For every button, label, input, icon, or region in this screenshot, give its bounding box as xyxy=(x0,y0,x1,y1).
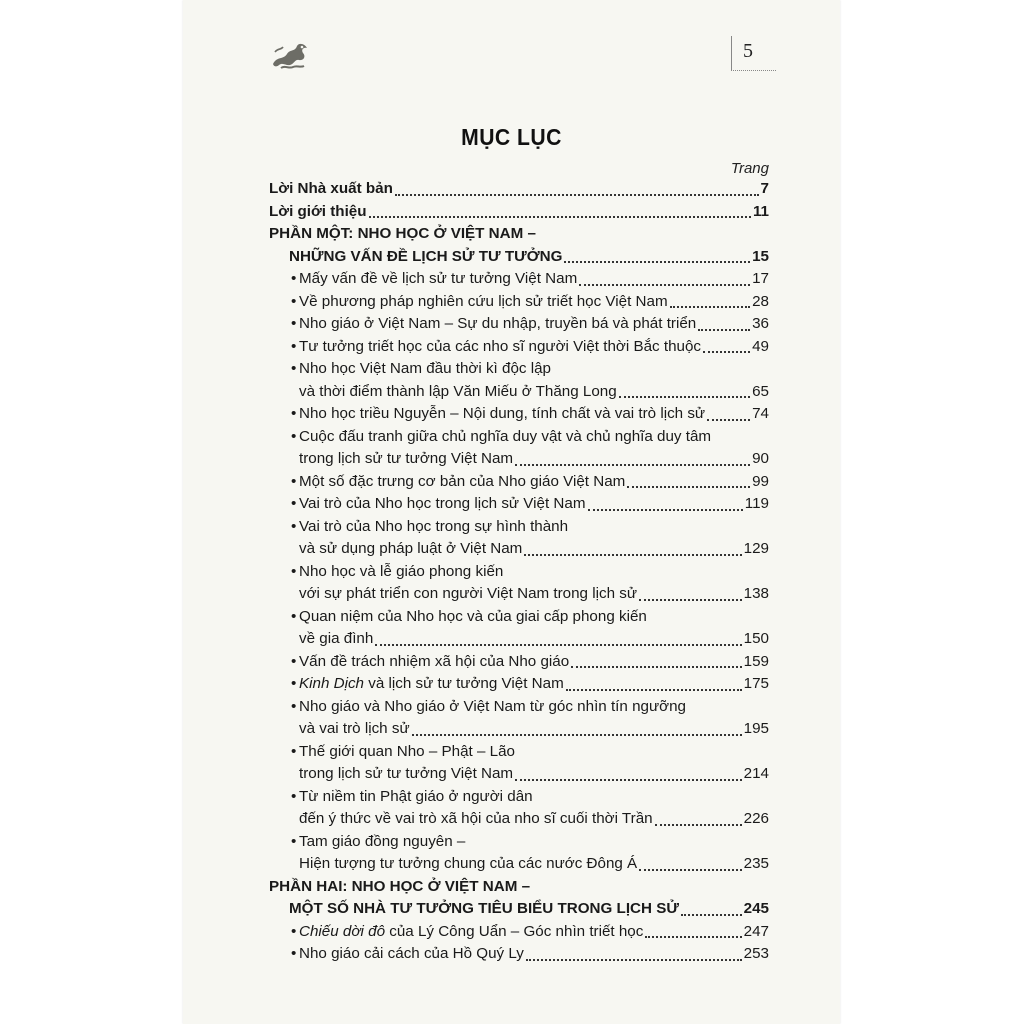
entry-title: về gia đình xyxy=(299,630,374,647)
dot-leader xyxy=(369,216,751,218)
entry-page: 74 xyxy=(752,405,769,422)
bullet-icon xyxy=(269,943,299,966)
entry-page: 253 xyxy=(743,945,769,962)
entry-page: 150 xyxy=(743,630,769,647)
dot-leader xyxy=(524,554,741,556)
toc-entry xyxy=(269,471,769,494)
toc-entry xyxy=(269,493,769,516)
entry-title: Vấn đề trách nhiệm xã hội của Nho giáo xyxy=(299,652,570,670)
bullet-icon xyxy=(269,673,299,696)
dot-leader xyxy=(526,959,742,961)
dot-leader xyxy=(639,599,742,601)
entry-page: 195 xyxy=(743,720,769,737)
entry-title-line: Nho học và lễ giáo phong kiến xyxy=(299,562,504,580)
bullet-icon xyxy=(269,291,299,314)
entry-title: trong lịch sử tư tưởng Việt Nam xyxy=(299,765,514,782)
entry-page: 247 xyxy=(743,922,769,940)
toc-entry xyxy=(269,606,769,629)
entry-title: và vai trò lịch sử xyxy=(299,720,410,737)
toc-entry xyxy=(269,448,769,471)
entry-page: 90 xyxy=(752,450,769,467)
dot-leader xyxy=(698,329,750,331)
entry-title: Một số đặc trưng cơ bản của Nho giáo Việt Nam xyxy=(299,472,626,490)
toc-entry xyxy=(269,426,769,449)
toc-part-heading-line: PHẦN MỘT: NHO HỌC Ở VIỆT NAM – xyxy=(269,225,536,242)
entry-page: 235 xyxy=(743,855,769,872)
entry-title: Vai trò của Nho học trong lịch sử Việt Nam xyxy=(299,495,586,512)
page-number: 5 xyxy=(743,40,753,62)
bullet-icon xyxy=(269,831,299,854)
toc-entry xyxy=(269,741,769,764)
dot-leader xyxy=(670,306,750,308)
toc-entry xyxy=(269,673,769,696)
entry-page: 175 xyxy=(743,675,769,692)
bullet-icon xyxy=(269,358,299,381)
dot-leader xyxy=(703,351,750,353)
book-page xyxy=(183,0,840,1024)
bullet-icon xyxy=(269,516,299,539)
entry-title: với sự phát triển con người Việt Nam trong lịch sử xyxy=(299,585,637,602)
toc-entry xyxy=(269,651,769,674)
dot-leader xyxy=(681,914,742,916)
toc-entry xyxy=(269,268,769,291)
bullet-icon xyxy=(269,696,299,719)
entry-title: và thời điểm thành lập Văn Miếu ở Thăng Long xyxy=(299,382,617,400)
bullet-icon xyxy=(269,606,299,629)
entry-page: 28 xyxy=(752,292,769,310)
entry-title: MỘT SỐ NHÀ TƯ TƯỞNG TIÊU BIỂU TRONG LỊCH SỬ xyxy=(289,900,679,917)
toc-entry xyxy=(269,831,769,854)
page-number-frame xyxy=(731,36,776,71)
entry-title: Kinh Dịch và lịch sử tư tưởng Việt Nam xyxy=(299,675,564,692)
entry-page: 36 xyxy=(752,315,769,332)
bullet-icon xyxy=(269,493,299,516)
dot-leader xyxy=(579,284,750,286)
toc-entry xyxy=(269,808,769,831)
bullet-icon xyxy=(269,313,299,336)
bullet-icon xyxy=(269,651,299,674)
toc-entry xyxy=(269,561,769,584)
italic-title: Chiếu dời đô xyxy=(299,922,386,940)
entry-page: 99 xyxy=(752,472,769,490)
toc-entry xyxy=(269,853,769,876)
toc-entry xyxy=(269,696,769,719)
dot-leader xyxy=(588,509,743,511)
entry-page: 159 xyxy=(743,652,769,670)
bullet-icon xyxy=(269,921,299,944)
entry-title: trong lịch sử tư tưởng Việt Nam xyxy=(299,450,514,467)
bullet-icon xyxy=(269,403,299,426)
bullet-icon xyxy=(269,268,299,291)
bullet-icon xyxy=(269,786,299,809)
toc-entry xyxy=(269,336,769,359)
dot-leader xyxy=(627,486,750,488)
toc-entry xyxy=(269,381,769,404)
entry-page: 119 xyxy=(744,495,769,512)
entry-page: 138 xyxy=(743,585,769,602)
entry-title-line: Từ niềm tin Phật giáo ở người dân xyxy=(299,787,533,805)
page-column-label: Trang xyxy=(730,160,769,177)
entry-title: Mấy vấn đề về lịch sử tư tưởng Việt Nam xyxy=(299,270,578,287)
entry-page: 49 xyxy=(752,337,769,355)
toc-part-heading xyxy=(269,178,769,201)
toc-part-heading xyxy=(269,898,769,921)
entry-title: Hiện tượng tư tưởng chung của các nước Đông Á xyxy=(299,855,638,872)
entry-title: Nho học triều Nguyễn – Nội dung, tính chất và vai trò lịch sử xyxy=(299,405,706,422)
toc-part-heading xyxy=(269,201,769,224)
dot-leader xyxy=(515,464,750,466)
toc-entry xyxy=(269,921,769,944)
toc-entry xyxy=(269,718,769,741)
toc-entry xyxy=(269,583,769,606)
dot-leader xyxy=(571,666,741,668)
entry-title: Nho giáo cải cách của Hồ Quý Ly xyxy=(299,945,524,962)
entry-page: 11 xyxy=(752,202,769,220)
dragon-ornament-icon xyxy=(269,38,311,72)
toc-entry xyxy=(269,628,769,651)
entry-title-line: Nho học Việt Nam đầu thời kì độc lập xyxy=(299,360,551,377)
entry-title: Chiếu dời đô của Lý Công Uẩn – Góc nhìn triết học xyxy=(299,922,644,940)
entry-title: đến ý thức về vai trò xã hội của nho sĩ cuối thời Trần xyxy=(299,810,653,827)
toc-entry xyxy=(269,403,769,426)
entry-title: Lời giới thiệu xyxy=(269,202,367,220)
entry-page: 15 xyxy=(752,247,769,265)
entry-page: 214 xyxy=(743,765,769,782)
entry-title-line: Vai trò của Nho học trong sự hình thành xyxy=(299,517,569,535)
dot-leader xyxy=(395,194,759,196)
dot-leader xyxy=(412,734,742,736)
toc-title: MỤC LỤC xyxy=(461,124,562,150)
dot-leader xyxy=(515,779,742,781)
toc-part-heading xyxy=(269,246,769,269)
toc-entry xyxy=(269,516,769,539)
entry-page: 226 xyxy=(743,810,769,827)
entry-title-line: Cuộc đấu tranh giữa chủ nghĩa duy vật và chủ nghĩa duy tâm xyxy=(299,427,712,445)
entry-page: 129 xyxy=(743,540,769,557)
toc-entry xyxy=(269,538,769,561)
entry-title: Về phương pháp nghiên cứu lịch sử triết học Việt Nam xyxy=(299,292,668,310)
entry-title: Nho giáo ở Việt Nam – Sự du nhập, truyền bá và phát triển xyxy=(299,315,697,332)
bullet-icon xyxy=(269,471,299,494)
toc-entry xyxy=(269,313,769,336)
dot-leader xyxy=(619,396,750,398)
entry-page: 65 xyxy=(752,382,769,400)
toc-entry xyxy=(269,291,769,314)
toc-part-heading-line: PHẦN HAI: NHO HỌC Ở VIỆT NAM – xyxy=(269,877,531,895)
dot-leader xyxy=(707,419,750,421)
dot-leader xyxy=(655,824,742,826)
entry-page: 17 xyxy=(752,270,769,287)
entry-title-line: Quan niệm của Nho học và của giai cấp phong kiến xyxy=(299,607,647,625)
italic-title: Kinh Dịch xyxy=(299,675,364,692)
toc-entry xyxy=(269,943,769,966)
dot-leader xyxy=(639,869,741,871)
dot-leader xyxy=(564,261,750,263)
dot-leader xyxy=(566,689,742,691)
entry-page: 7 xyxy=(760,180,769,197)
entry-title-line: Thế giới quan Nho – Phật – Lão xyxy=(299,742,515,760)
entry-page: 245 xyxy=(743,900,769,917)
bullet-icon xyxy=(269,426,299,449)
bullet-icon xyxy=(269,741,299,764)
bullet-icon xyxy=(269,561,299,584)
toc-entry xyxy=(269,763,769,786)
entry-title-line: Nho giáo và Nho giáo ở Việt Nam từ góc nhìn tín ngưỡng xyxy=(299,697,686,715)
entry-title-line: Tam giáo đồng nguyên – xyxy=(299,832,466,850)
table-of-contents xyxy=(269,178,769,966)
bullet-icon xyxy=(269,336,299,359)
entry-title: và sử dụng pháp luật ở Việt Nam xyxy=(299,540,523,557)
entry-title: Tư tưởng triết học của các nho sĩ người Việt thời Bắc thuộc xyxy=(299,337,702,355)
dot-leader xyxy=(375,644,741,646)
entry-title: NHỮNG VẤN ĐỀ LỊCH SỬ TƯ TƯỞNG xyxy=(289,247,563,265)
dot-leader xyxy=(645,936,741,938)
entry-title: Lời Nhà xuất bản xyxy=(269,180,393,197)
toc-entry xyxy=(269,358,769,381)
toc-entry xyxy=(269,786,769,809)
